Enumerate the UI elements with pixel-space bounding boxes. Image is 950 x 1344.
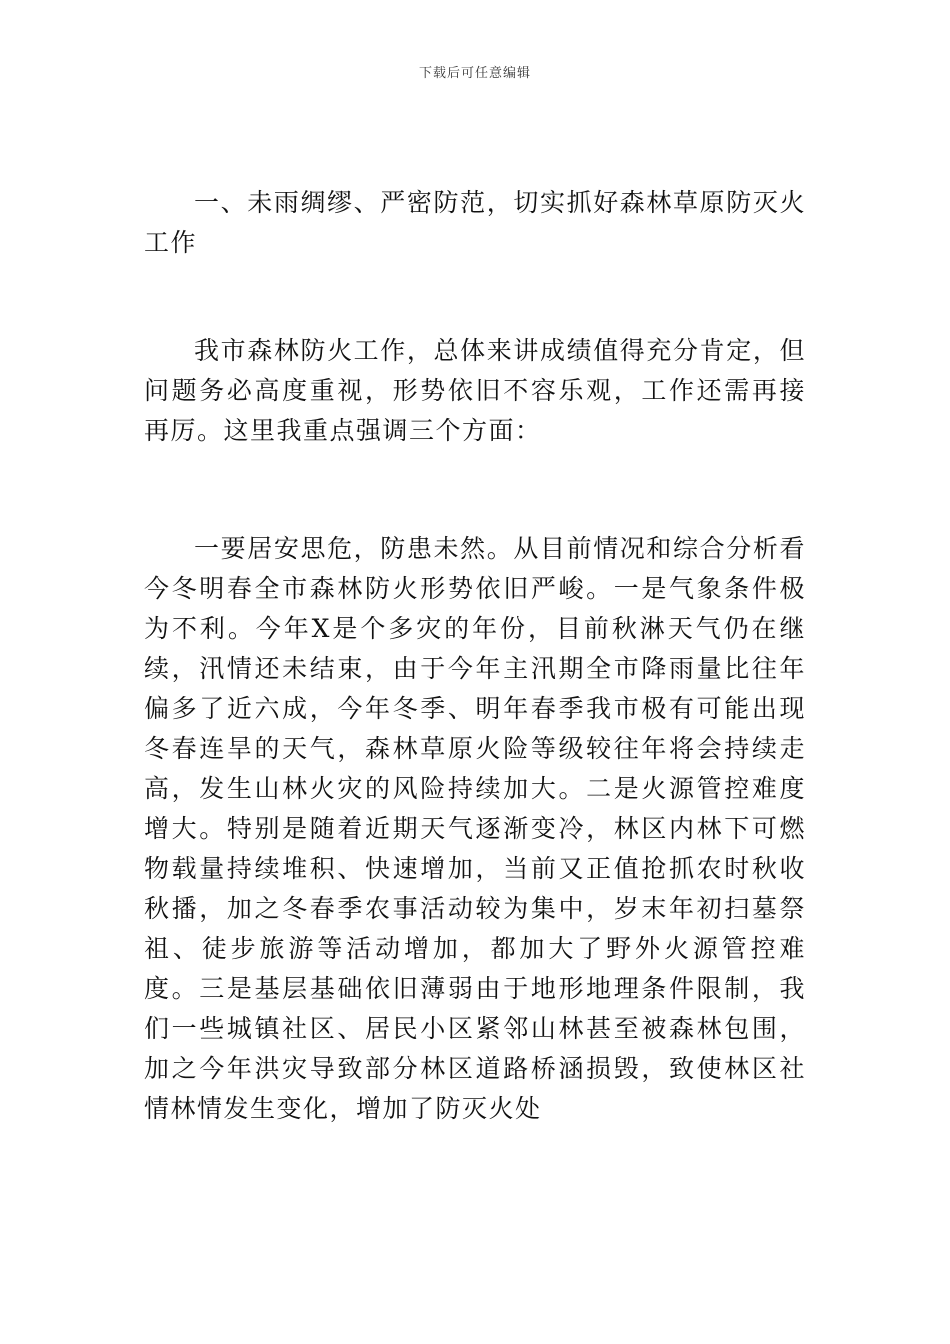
paragraph-intro: 我市森林防火工作，总体来讲成绩值得充分肯定，但问题务必高度重视，形势依旧不容乐观，工作还需再接再厉。这里我重点强调三个方面： bbox=[144, 336, 806, 445]
header-note: 下载后可任意编辑 bbox=[418, 66, 531, 81]
paragraph-main: 一要居安思危，防患未然。从目前情况和综合分析看今冬明春全市森林防火形势依旧严峻。一是气象条件极为不利。今年X是个多灾的年份，目前秋淋天气仍在继续，汛情还未结束，由于今年主汛期全市降雨量比往年偏多了近六成，今年冬季、明年春季我市极有可能出现冬春连旱的天气，森林草原火险等级较往年将会持续走高，发生山林火灾的风险持续加大。二是火源管控难度增大。特别是随着近期天气逐渐变冷，林区内林下可燃物载量持续堆积、快速增加，当前又正值抢抓农时秋收秋播，加之冬春季农事活动较为集中，岁末年初扫墓祭祖、徒步旅游等活动增加，都加大了野外火源管控难度。三是基层基础依旧薄弱由于地形地理条件限制，我们一些城镇社区、居民小区紧邻山林甚至被森林包围，加之今年洪灾导致部分林区道路桥涵损毁，致使林区社情林情发生变化，增加了防灭火处 bbox=[144, 534, 806, 1123]
section-heading: 一、未雨绸缪、严密防范，切实抓好森林草原防灭火工作 bbox=[144, 188, 806, 257]
